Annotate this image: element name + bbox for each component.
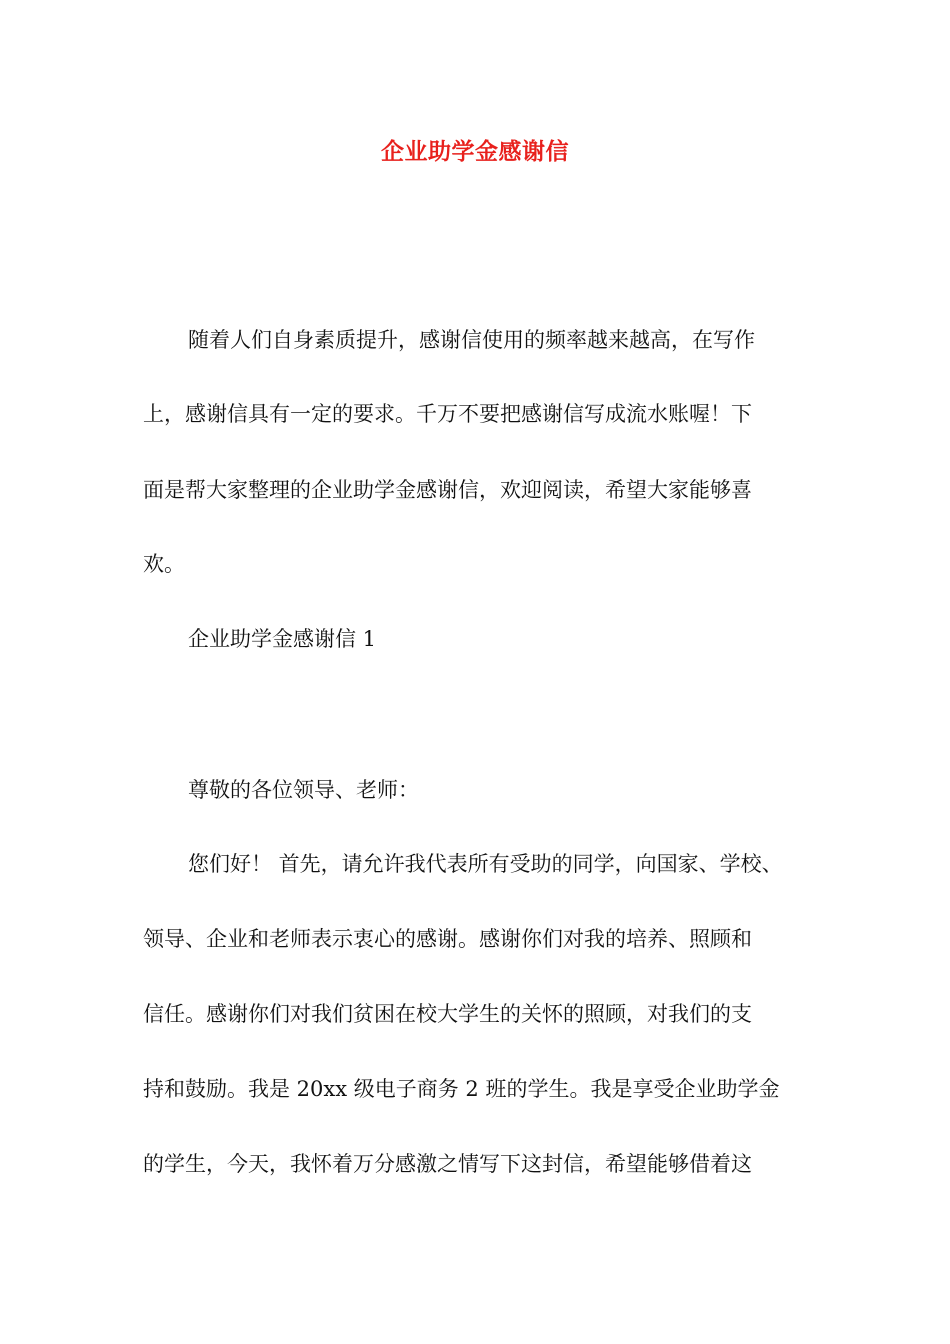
paragraph-line: 面是帮大家整理的企业助学金感谢信，欢迎阅读，希望大家能够喜 (143, 478, 752, 502)
salutation: 尊敬的各位领导、老师： (188, 778, 419, 802)
paragraph-line: 欢。 (143, 552, 185, 576)
section-heading: 企业助学金感谢信 1 (188, 627, 377, 651)
paragraph-line: 上，感谢信具有一定的要求。千万不要把感谢信写成流水账喔！下 (143, 402, 752, 426)
document-title: 企业助学金感谢信 (381, 139, 569, 165)
paragraph-line: 信任。感谢你们对我们贫困在校大学生的关怀的照顾，对我们的支 (143, 1002, 752, 1026)
paragraph-line: 随着人们自身素质提升，感谢信使用的频率越来越高，在写作 (188, 328, 755, 352)
paragraph-line: 持和鼓励。我是 20xx 级电子商务 2 班的学生。我是享受企业助学金 (143, 1077, 780, 1101)
paragraph-line: 领导、企业和老师表示衷心的感谢。感谢你们对我的培养、照顾和 (143, 927, 752, 951)
paragraph-line: 的学生，今天，我怀着万分感激之情写下这封信，希望能够借着这 (143, 1152, 752, 1176)
paragraph-line: 您们好！ 首先，请允许我代表所有受助的同学，向国家、学校、 (188, 852, 783, 876)
